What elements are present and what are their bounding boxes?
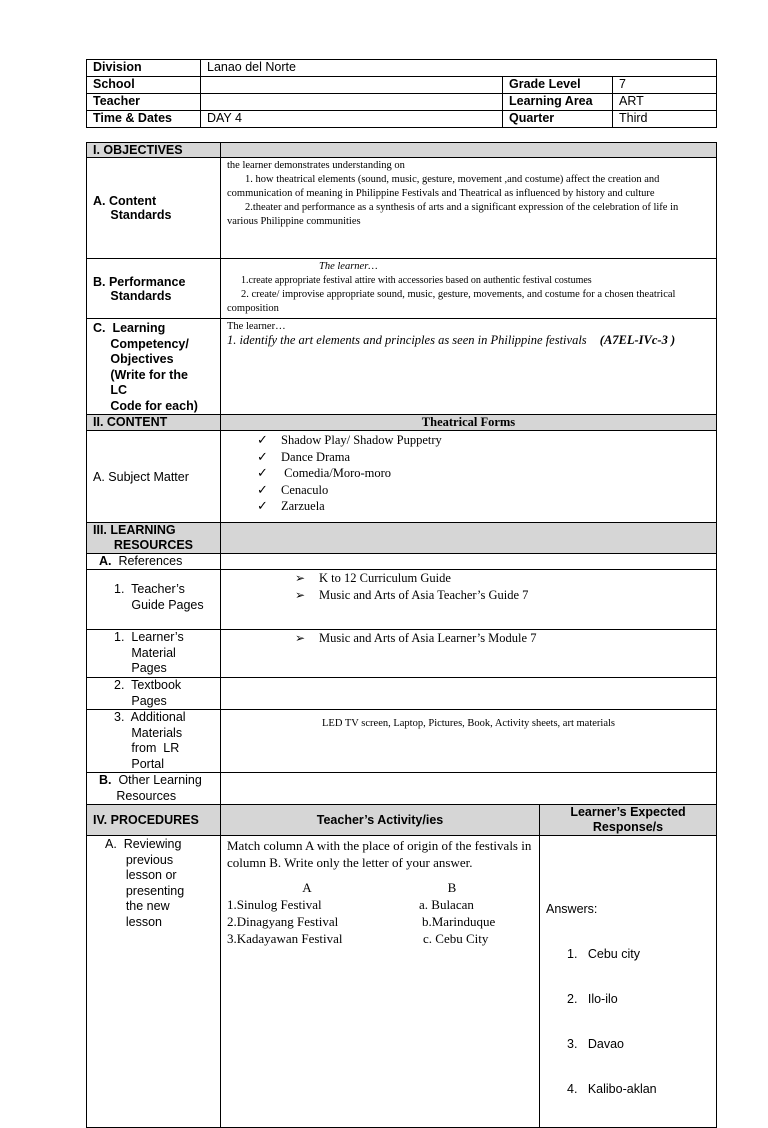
origin: b.Marinduque bbox=[422, 914, 496, 929]
match-row bbox=[227, 896, 533, 913]
list-item: ✓ Shadow Play/ Shadow Puppetry bbox=[257, 432, 710, 449]
subject-matter-label: A. Subject Matter bbox=[87, 431, 221, 523]
list-item: ✓ Zarzuela bbox=[257, 498, 710, 515]
school-value bbox=[201, 77, 503, 94]
additional-materials-value: LED TV screen, Laptop, Pictures, Book, Activity sheets, art materials bbox=[221, 710, 717, 773]
festival: 3.Kadayawan Festival bbox=[227, 931, 343, 946]
list-item: ✓ Cenaculo bbox=[257, 482, 710, 499]
content-standards-cell bbox=[221, 158, 717, 259]
teacher-value bbox=[201, 94, 503, 111]
content-standard-2: 2.theater and performance as a synthesis of arts and a significant expression of the celebration of life in various Philippine communities bbox=[227, 202, 679, 227]
resources-heading: III. LEARNING RESOURCES bbox=[87, 523, 221, 554]
content-heading: II. CONTENT bbox=[87, 415, 221, 431]
content-standard-1: 1. how theatrical elements (sound, music, gesture, movement ,and costume) affect the creation and communication of meaning in Philippine Festivals and Theatrical as influenced by history and culture bbox=[227, 174, 660, 199]
list-item: 3. Davao bbox=[567, 1037, 624, 1051]
division-value: Lanao del Norte bbox=[201, 60, 717, 77]
list-item: 4. Kalibo-aklan bbox=[567, 1082, 657, 1096]
festival: 1.Sinulog Festival bbox=[227, 897, 322, 912]
content-theme: Theatrical Forms bbox=[221, 415, 717, 431]
review-instruction: Match column A with the place of origin of the festivals in column B. Write only the letter of your answer. bbox=[227, 838, 532, 870]
origin: c. Cebu City bbox=[423, 931, 489, 946]
list-item: ✓ Dance Drama bbox=[257, 449, 710, 466]
list-item: ➢ Music and Arts of Asia Teacher’s Guide 7 bbox=[295, 587, 710, 604]
teacher-label: Teacher bbox=[87, 94, 201, 111]
review-label: A. Reviewing previous lesson or presenting the new lesson bbox=[87, 836, 221, 1128]
subject-matter-cell bbox=[221, 431, 717, 523]
festival: 2.Dinagyang Festival bbox=[227, 914, 339, 929]
learners-material-label: 1. Learner’s Material Pages bbox=[87, 630, 221, 678]
teachers-guide-list bbox=[227, 570, 710, 604]
textbook-label: 2. Textbook Pages bbox=[87, 678, 221, 710]
teacher-activity-heading: Teacher’s Activity/ies bbox=[221, 805, 540, 836]
learner-response-heading: Learner’s Expected Response/s bbox=[540, 805, 717, 836]
match-row bbox=[227, 930, 533, 947]
content-standards-intro: the learner demonstrates understanding on bbox=[227, 160, 405, 171]
list-item: ➢ K to 12 Curriculum Guide bbox=[295, 570, 710, 587]
match-row bbox=[227, 913, 533, 930]
answers-label: Answers: bbox=[546, 902, 598, 916]
procedures-heading: IV. PROCEDURES bbox=[87, 805, 221, 836]
teachers-guide-cell bbox=[221, 570, 717, 630]
list-item: ➢ Music and Arts of Asia Learner’s Module 7 bbox=[295, 630, 710, 647]
competency-cell bbox=[221, 319, 717, 415]
list-item: 1. Cebu city bbox=[567, 947, 640, 961]
time-value: DAY 4 bbox=[201, 111, 503, 128]
learners-material-cell bbox=[221, 630, 717, 678]
learners-material-list bbox=[227, 630, 710, 647]
column-a-heading: A bbox=[302, 880, 312, 895]
competency-text: 1. identify the art elements and principles as seen in Philippine festivals bbox=[227, 333, 587, 347]
content-standards-label: A. Content Standards bbox=[87, 158, 221, 259]
division-label: Division bbox=[87, 60, 201, 77]
list-item: 2. Ilo-ilo bbox=[567, 992, 618, 1006]
column-b-heading: B bbox=[447, 880, 457, 895]
grade-value: 7 bbox=[613, 77, 717, 94]
teachers-guide-label: 1. Teacher’s Guide Pages bbox=[87, 570, 221, 630]
quarter-label: Quarter bbox=[503, 111, 613, 128]
review-activity-cell bbox=[221, 836, 540, 1128]
competency-label: C. Learning Competency/ Objectives (Write for the LC Code for each) bbox=[87, 319, 221, 415]
lesson-plan-table bbox=[86, 142, 717, 1128]
quarter-value: Third bbox=[613, 111, 717, 128]
grade-label: Grade Level bbox=[503, 77, 613, 94]
area-value: ART bbox=[613, 94, 717, 111]
performance-standards-cell bbox=[221, 259, 717, 319]
competency-intro: The learner… bbox=[227, 321, 286, 332]
area-label: Learning Area bbox=[503, 94, 613, 111]
answers-list bbox=[546, 917, 710, 1127]
school-label: School bbox=[87, 77, 201, 94]
header-table bbox=[86, 59, 717, 128]
additional-materials-label: 3. Additional Materials from LR Portal bbox=[87, 710, 221, 773]
list-item: ✓ Comedia/Moro-moro bbox=[257, 465, 710, 482]
competency-code: (A7EL-IVc-3 ) bbox=[599, 333, 676, 347]
objectives-heading: I. OBJECTIVES bbox=[87, 143, 221, 158]
performance-intro: The learner… bbox=[319, 261, 378, 272]
performance-standard-1: 1.create appropriate festival attire with accessories based on authentic festival costumes bbox=[241, 275, 592, 286]
other-resources-label: B. Other Learning Resources bbox=[87, 773, 221, 805]
performance-standard-2: 2. create/ improvise appropriate sound, music, gesture, movements, and costume for a chosen theatrical composition bbox=[227, 289, 676, 314]
subject-matter-list bbox=[227, 432, 710, 515]
review-answers-cell bbox=[540, 836, 717, 1128]
origin: a. Bulacan bbox=[419, 897, 474, 912]
performance-standards-label: B. Performance Standards bbox=[87, 259, 221, 319]
time-label: Time & Dates bbox=[87, 111, 201, 128]
references-label: A. References bbox=[87, 554, 221, 570]
